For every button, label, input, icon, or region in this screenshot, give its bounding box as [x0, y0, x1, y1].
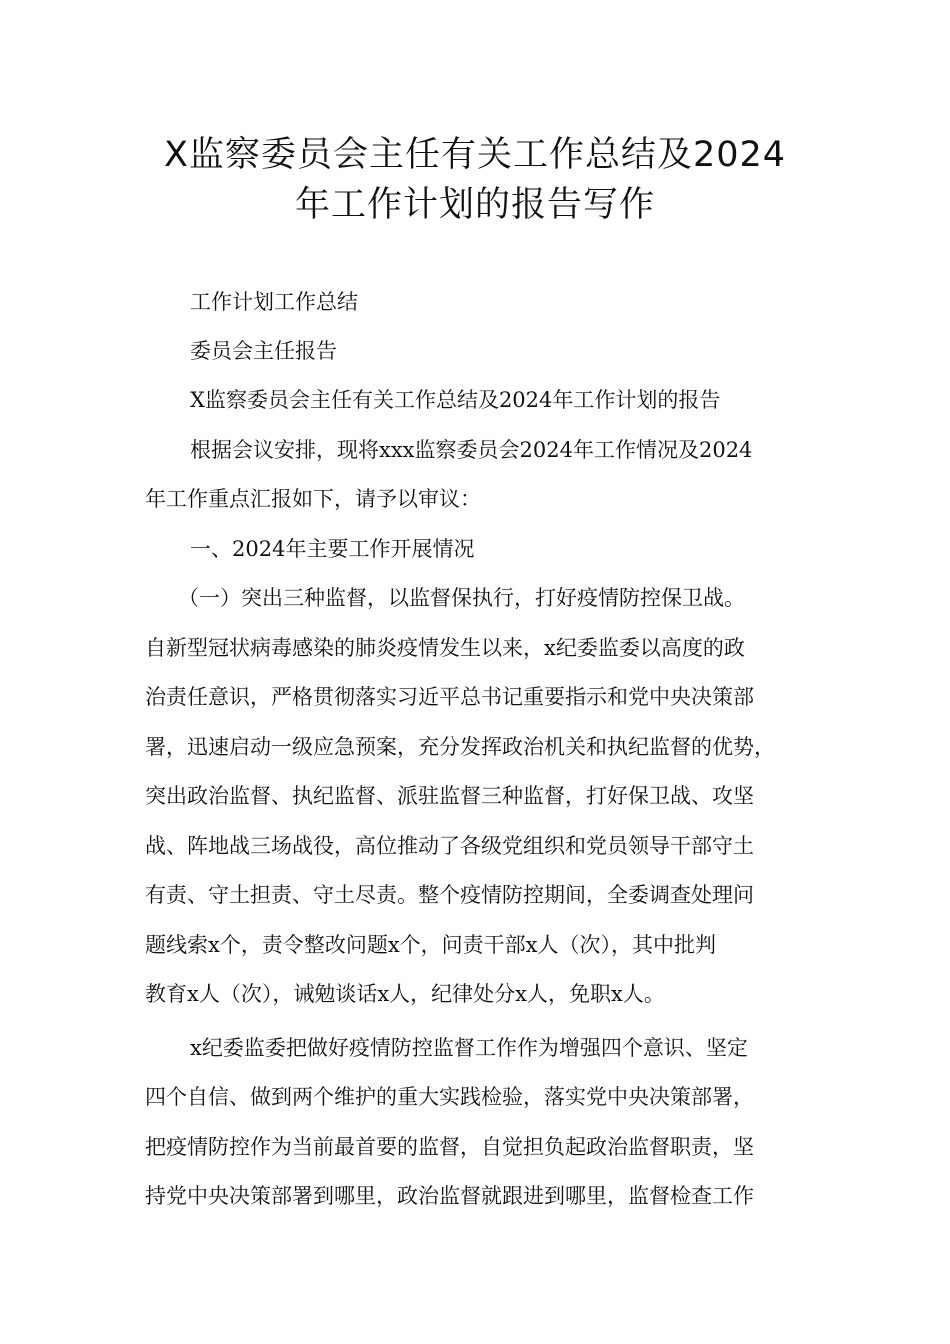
body-line: 教育x人（次），诫勉谈话x人，纪律处分x人，免职x人。 [145, 982, 665, 1006]
document-title-line-2: 年工作计划的报告写作 [294, 185, 655, 225]
document-title-line-1: X监察委员会主任有关工作总结及2024 [163, 135, 787, 175]
body-line: 四个自信、做到两个维护的重大实践检验，落实党中央决策部署， [145, 1085, 754, 1109]
subsection-heading: （一）突出三种监督，以监督保执行，打好疫情防控保卫战。 [178, 586, 745, 610]
tag-line-1: 工作计划工作总结 [190, 290, 358, 314]
body-line: 有责、守土担责、守土尽责。整个疫情防控期间，全委调查处理问 [145, 883, 754, 907]
section-heading: 一、2024年主要工作开展情况 [190, 537, 475, 561]
body-line: 自新型冠状病毒感染的肺炎疫情发生以来，x纪委监委以高度的政 [145, 636, 745, 660]
body-line: 治责任意识，严格贯彻落实习近平总书记重要指示和党中央决策部 [145, 685, 754, 709]
body-line: 持党中央决策部署到哪里，政治监督就跟进到哪里，监督检查工作 [145, 1184, 754, 1208]
body-line: 战、阵地战三场战役，高位推动了各级党组织和党员领导干部守土 [145, 834, 754, 858]
body-line: 年工作重点汇报如下，请予以审议： [145, 487, 481, 511]
body-line: 题线索x个，责令整改问题x个，问责干部x人（次），其中批判 [145, 933, 717, 957]
tag-line-2: 委员会主任报告 [190, 339, 337, 363]
report-subtitle: X监察委员会主任有关工作总结及2024年工作计划的报告 [190, 388, 721, 412]
body-line: x纪委监委把做好疫情防控监督工作作为增强四个意识、坚定 [190, 1036, 748, 1060]
body-line: 突出政治监督、执纪监督、派驻监督三种监督，打好保卫战、攻坚 [145, 784, 754, 808]
body-line: 署，迅速启动一级应急预案，充分发挥政治机关和执纪监督的优势， [145, 735, 775, 759]
body-line: 根据会议安排，现将xxx监察委员会2024年工作情况及2024 [190, 438, 753, 462]
body-line: 把疫情防控作为当前最首要的监督，自觉担负起政治监督职责，坚 [145, 1135, 754, 1159]
